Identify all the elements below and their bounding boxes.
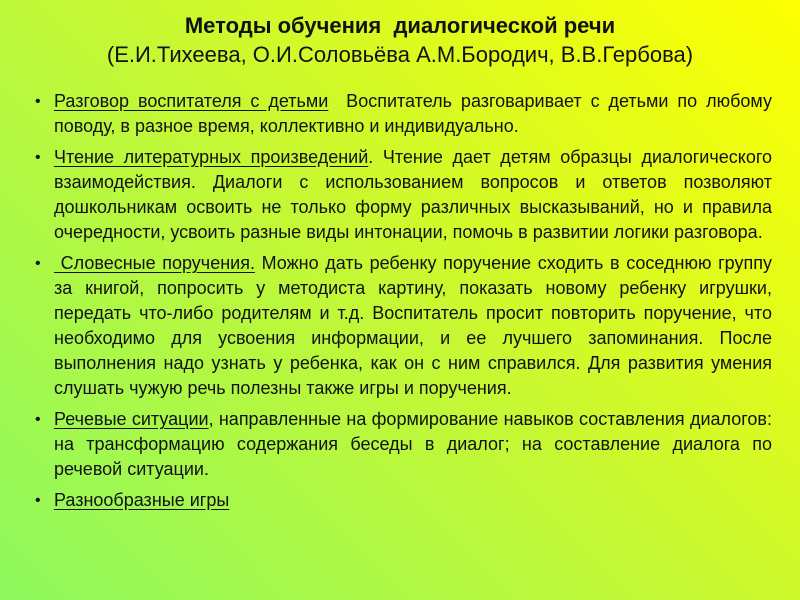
list-item bbox=[30, 251, 772, 401]
bullet-text bbox=[54, 407, 772, 482]
bullet-text bbox=[54, 145, 772, 245]
slide-header bbox=[0, 0, 800, 69]
bullet-body: Можно дать ребенку поручение сходить в соседнюю группу за книгой, попросить у методиста картину, показать новому ребенку игрушки, передать что-либо родителям и т.д. Воспитатель просит повторить поручение, что необходимо для усвоения информации, и ее лучшего запоминания. После выполнения надо узнать у ребенка, как он с ним справился. Для развития умения слушать чужую речь полезны также игры и поручения. bbox=[54, 253, 772, 398]
bullet-body: Воспитатель разговаривает с детьми по любому поводу, в разное время, коллективно и индивидуально. bbox=[54, 91, 772, 136]
bullet-lead: Словесные поручения. bbox=[54, 253, 255, 273]
bullet-body: . Чтение дает детям образцы диалогического взаимодействия. Диалоги с использованием вопросов и ответов позволяют дошкольникам освоить не только форму различных высказываний, но и правила очередности, усвоить разные виды интонации, помочь в развитии логики разговора. bbox=[54, 147, 773, 242]
bullet-icon: • bbox=[35, 492, 41, 509]
slide-subtitle: (Е.И.Тихеева, О.И.Соловьёва А.М.Бородич, В.В.Гербова) bbox=[106, 42, 694, 67]
list-item bbox=[30, 407, 772, 482]
bullet-icon: • bbox=[35, 255, 41, 272]
bullet-body: , направленные на формирование навыков составления диалогов: на трансформацию содержания беседы в диалог; на составление диалога по речевой ситуации. bbox=[54, 409, 772, 479]
bullet-text bbox=[54, 488, 772, 513]
bullet-icon: • bbox=[35, 93, 41, 110]
list-item bbox=[30, 89, 772, 139]
bullet-text bbox=[54, 251, 772, 401]
bullet-text bbox=[54, 89, 772, 139]
bullet-icon: • bbox=[35, 149, 41, 166]
slide-title: Методы обучения диалогической речи bbox=[184, 13, 616, 38]
list-item bbox=[30, 145, 772, 245]
bullet-lead: Разнообразные игры bbox=[54, 490, 230, 510]
bullet-lead: Речевые ситуации bbox=[54, 409, 209, 429]
list-item bbox=[30, 488, 772, 513]
bullet-lead: Разговор воспитателя с детьми bbox=[54, 91, 329, 111]
bullet-list bbox=[0, 89, 800, 513]
bullet-icon: • bbox=[35, 411, 41, 428]
bullet-lead: Чтение литературных произведений bbox=[54, 147, 369, 167]
